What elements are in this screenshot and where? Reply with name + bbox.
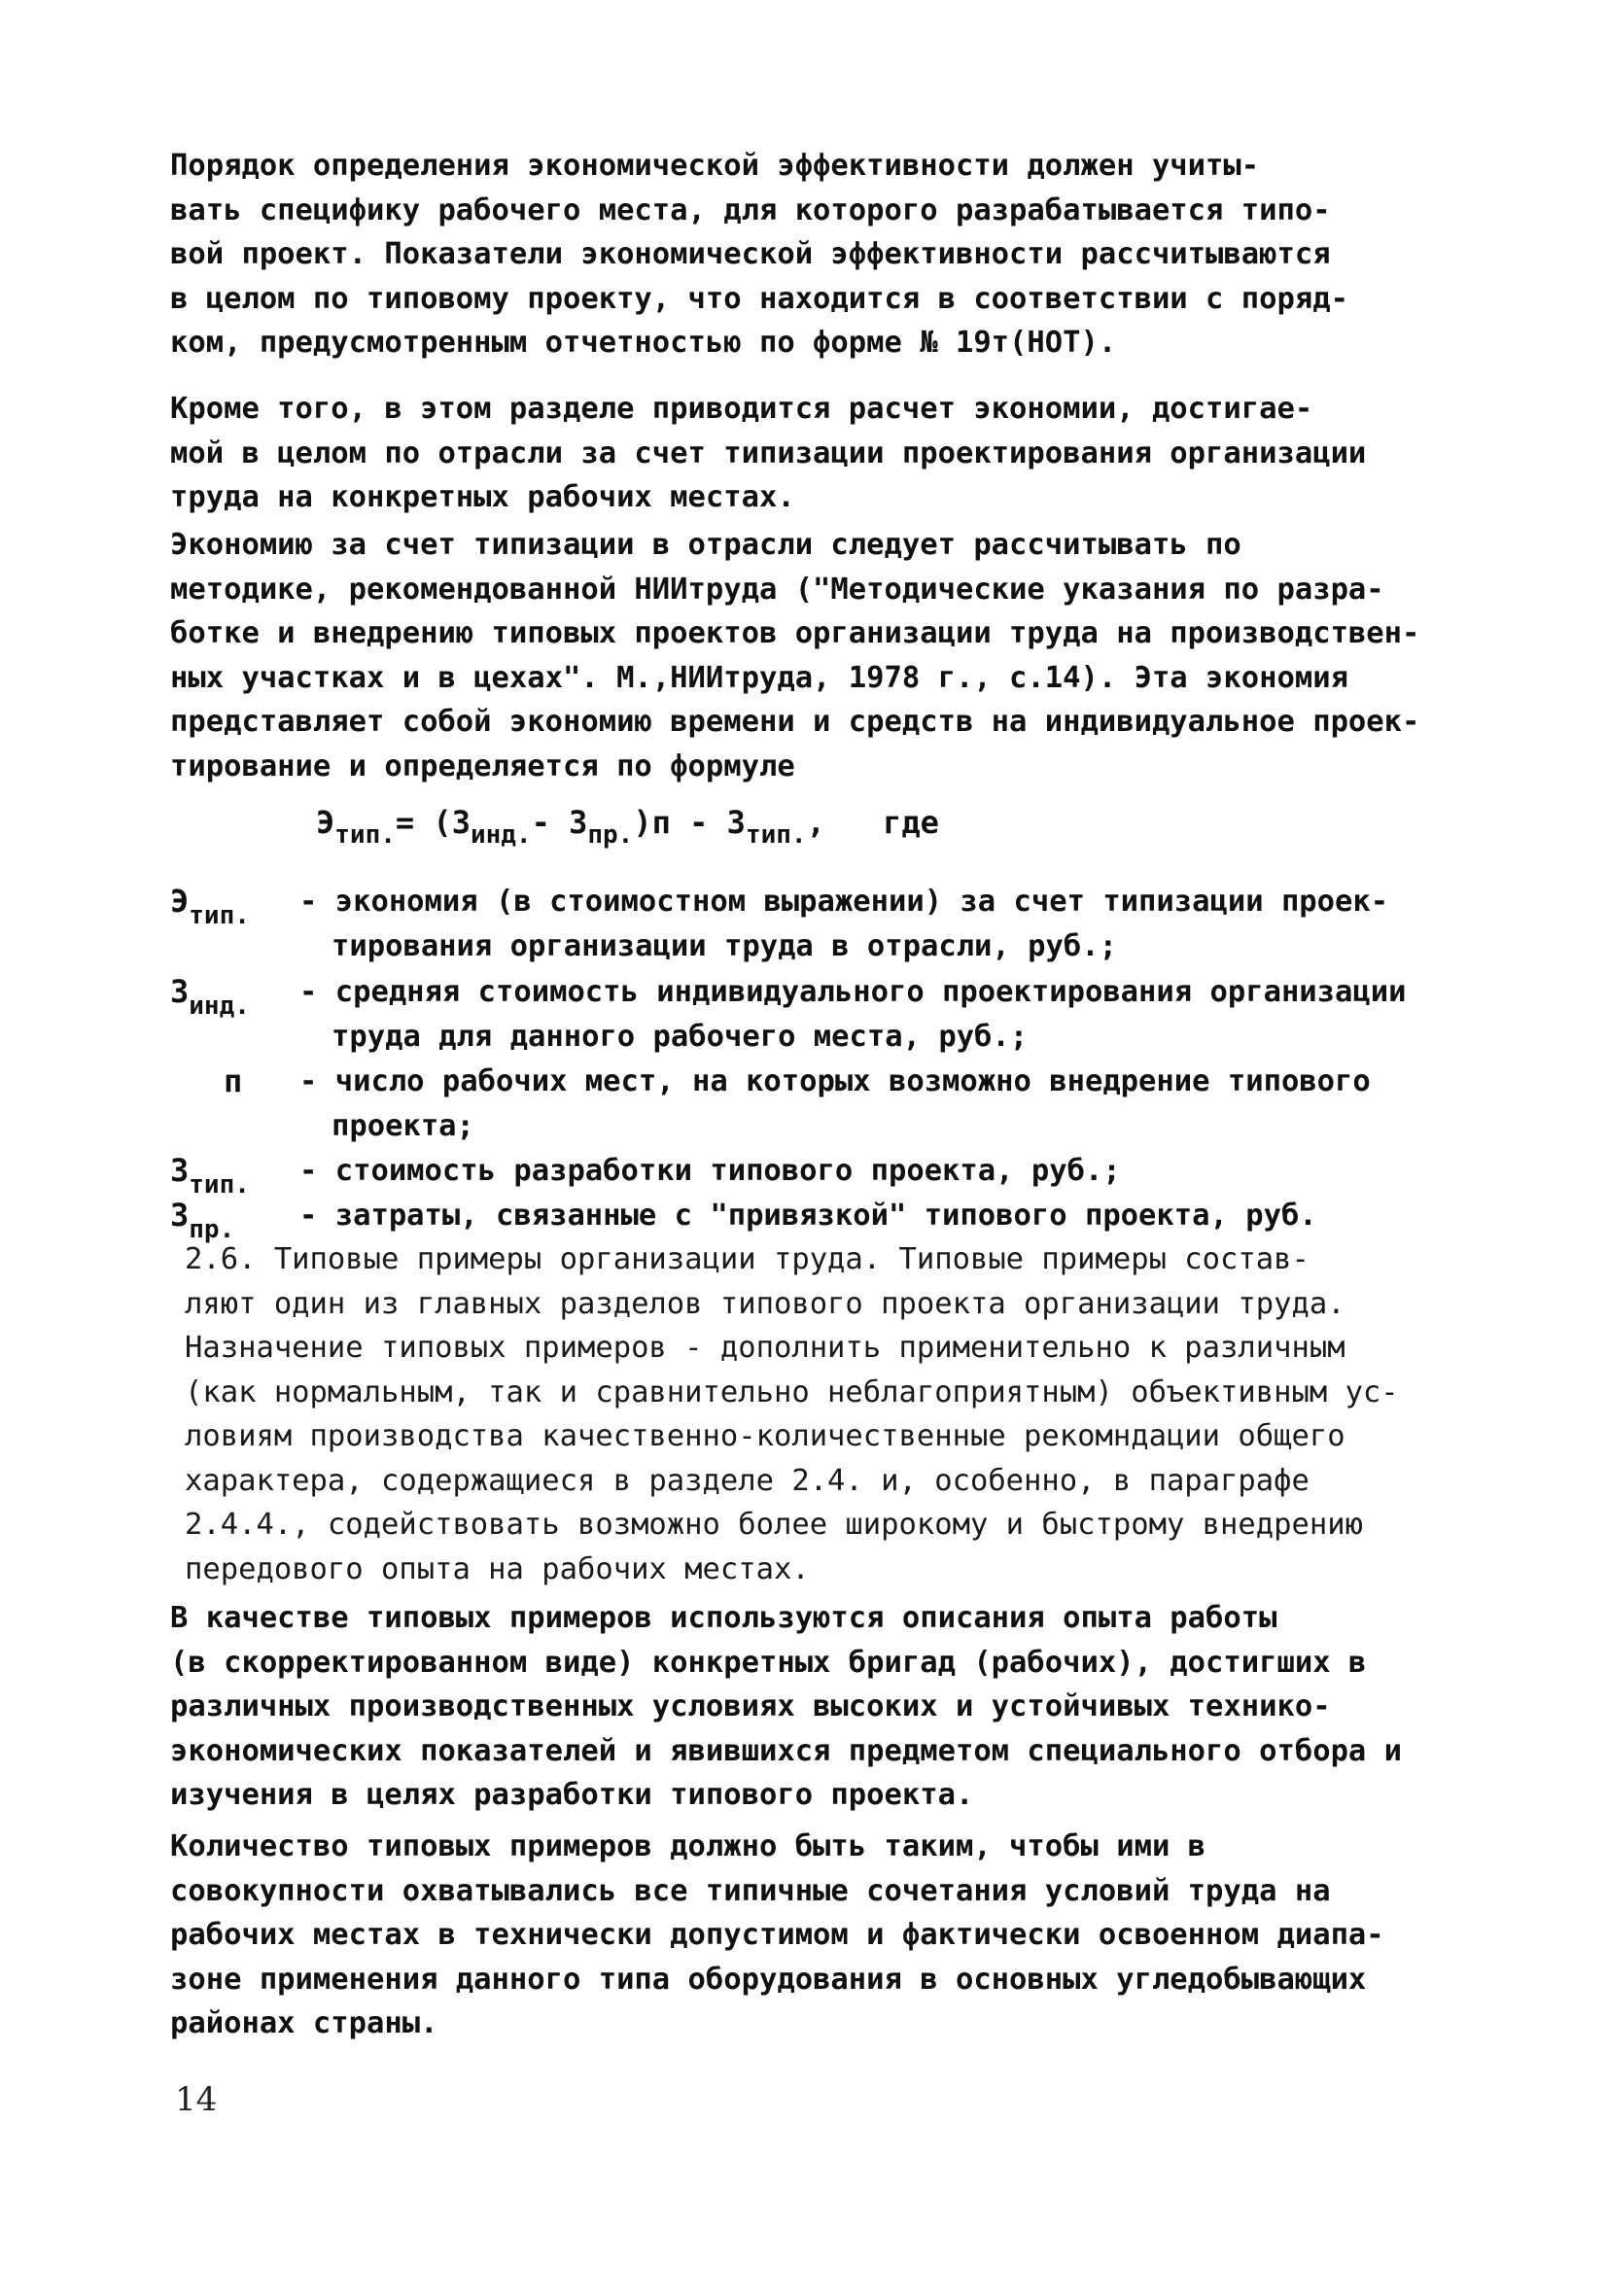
definition-row	[170, 1194, 1463, 1244]
formula-equals: = (	[395, 804, 452, 841]
formula-where: где	[883, 804, 939, 841]
definition-row	[170, 1149, 1463, 1200]
formula-minus: -	[531, 804, 570, 841]
formula-z-ind-symbol: З	[451, 804, 471, 841]
paragraph-typical-examples: 2.6. Типовые примеры организации труда. Типовые примеры состав- ляют один из главных разделов типового проекта организации труда. Назначение типовых примеров - дополнить применительно к различным (как нормальным, так и сравнительно неблагоприятным) объективным ус- ловиям производства качественно-количественные рекомндации общего характера, содержащиеся в разделе 2.4. и, особенно, в параграфе 2.4.4., содействовать возможно более широкому и быстрому внедрению передового опыта на рабочих местах.	[185, 1242, 1399, 1586]
definition-text: - число рабочих мест, на которых возможно внедрение типового проекта;	[299, 1064, 1371, 1143]
definition-symbol: $Э_{тип.}$	[170, 883, 250, 930]
paragraph-typification-method: Экономию за счет типизации в отрасли следует рассчитывать по методике, рекомендованной НИИтруда ("Методические указания по разра- ботке и внедрению типовых проектов организации труда на производствен- ных участках и в цехах". М.,НИИтруда, 1978 г., с.14). Эта экономия представляет собой экономию времени и средств на индивидуальное проек- тирование и определяется по формуле	[170, 528, 1420, 783]
formula-z-tip-symbol: З	[726, 804, 746, 841]
definition-row	[170, 970, 1463, 1058]
formula-tail: ,	[806, 804, 825, 841]
definition-symbol: п	[224, 1062, 243, 1099]
definition-text: - затраты, связанные с "привязкой" типового проекта, руб.	[299, 1199, 1317, 1233]
formula-rest: )п -	[633, 804, 727, 841]
definition-row	[170, 880, 1463, 967]
savings-formula	[316, 799, 939, 858]
formula-z-tip-subscript: тип.	[745, 820, 807, 850]
definition-text: - средняя стоимость индивидуального проектирования организации труда для данного рабочего места, руб.;	[299, 975, 1407, 1054]
paragraph-examples-quantity: Количество типовых примеров должно быть таким, чтобы ими в совокупности охватывались все типичные сочетания условий труда на рабочих местах в технически допустимом и фактически освоенном диапа- зоне применения данного типа оборудования в основных угледобывающих районах страны.	[170, 1829, 1384, 2040]
formula-z-ind-subscript: инд.	[470, 820, 532, 850]
formula-z-pr-subscript: пр.	[587, 820, 634, 850]
definition-symbol: $З_{тип.}$	[170, 1152, 250, 1200]
definition-text: - стоимость разработки типового проекта, руб.;	[299, 1154, 1121, 1188]
definition-symbol: $З_{пр.}$	[170, 1197, 235, 1244]
definition-row	[170, 1060, 1463, 1147]
paragraph-examples-source: В качестве типовых примеров используются описания опыта работы (в скорректированном виде) конкретных бригад (рабочих), достигших в различных производственных условиях высоких и устойчивых технико- экономических показателей и явившихся предметом специального отбора и изучения в целях разработки типового проекта.	[170, 1601, 1403, 1812]
definition-symbol: $З_{инд.}$	[170, 973, 250, 1021]
paragraph-efficiency-order: Порядок определения экономической эффективности должен учиты- вать специфику рабочего места, для которого разрабатывается типо- вой проект. Показатели экономической эффективности рассчитываются в целом по типовому проекту, что находится в соответствии с поряд- ком, предусмотренным отчетностью по форме № 19т(НОТ).	[170, 149, 1348, 360]
formula-e-symbol: Э	[316, 804, 335, 841]
page-number: 14	[175, 2080, 218, 2119]
formula-e-subscript: тип.	[334, 820, 396, 850]
definition-text: - экономия (в стоимостном выражении) за счет типизации проек- тирования организации труда в отрасли, руб.;	[299, 885, 1389, 963]
paragraph-industry-savings: Кроме того, в этом разделе приводится расчет экономии, достигае- мой в целом по отрасли за счет типизации проектирования организации труда на конкретных рабочих местах.	[170, 392, 1367, 514]
formula-z-pr-symbol: З	[569, 804, 588, 841]
